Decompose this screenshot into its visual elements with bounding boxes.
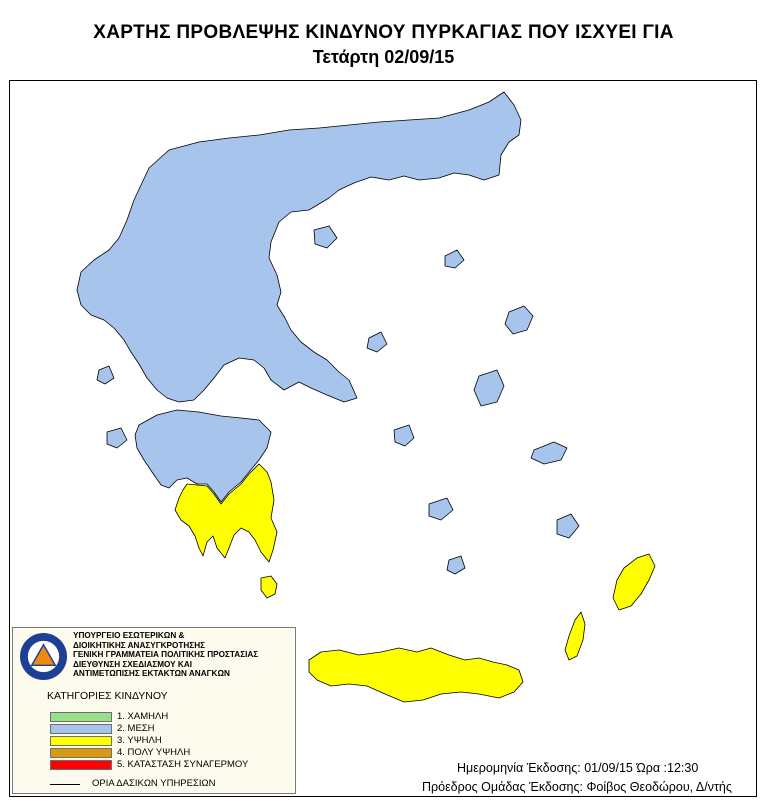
region-kythira bbox=[261, 576, 277, 598]
region-crete bbox=[309, 648, 523, 702]
legend-label-medium: 2. ΜΕΣΗ bbox=[117, 723, 155, 734]
swatch-alert bbox=[50, 760, 112, 770]
map-date: Τετάρτη 02/09/15 bbox=[312, 47, 455, 67]
region-karpathos bbox=[565, 612, 585, 660]
region-rhodes bbox=[613, 554, 655, 610]
civil-protection-logo-icon bbox=[19, 632, 68, 681]
swatch-low bbox=[50, 712, 112, 722]
swatch-high bbox=[50, 736, 112, 746]
region-mainland bbox=[77, 92, 521, 402]
ministry-line: ΥΠΟΥΡΓΕΙΟ ΕΣΩΤΕΡΙΚΩΝ & bbox=[73, 631, 185, 640]
ministry-line: ΓΕΝΙΚΗ ΓΡΑΜΜΑΤΕΙΑ ΠΟΛΙΤΙΚΗΣ ΠΡΟΣΤΑΣΙΑΣ bbox=[73, 650, 259, 660]
legend-label-low: 1. ΧΑΜΗΛΗ bbox=[117, 711, 169, 722]
legend-label-high: 3. ΥΨΗΛΗ bbox=[117, 735, 162, 746]
legend-label-alert: 5. ΚΑΤΑΣΤΑΣΗ ΣΥΝΑΓΕΡΜΟΥ bbox=[117, 759, 249, 770]
swatch-medium bbox=[50, 724, 112, 734]
map-title: ΧΑΡΤΗΣ ΠΡΟΒΛΕΨΗΣ ΚΙΝΔΥΝΟΥ ΠΥΡΚΑΓΙΑΣ ΠΟΥ ΙΣΧΥΕΙ ΓΙΑ bbox=[93, 22, 674, 43]
ministry-text bbox=[73, 631, 258, 679]
swatch-very-high bbox=[50, 748, 112, 758]
boundary-line-sample bbox=[50, 784, 80, 785]
map-legend bbox=[12, 627, 296, 794]
ministry-line: ΑΝΤΙΜΕΤΩΠΙΣΗΣ ΕΚΤΑΚΤΩΝ ΑΝΑΓΚΩΝ bbox=[73, 669, 230, 679]
boundary-label: ΟΡΙΑ ΔΑΣΙΚΩΝ ΥΠΗΡΕΣΙΩΝ bbox=[92, 778, 216, 789]
issue-date: Ημερομηνία Έκδοσης: 01/09/15 Ώρα :12:30 bbox=[457, 761, 699, 775]
ministry-line: ΔΙΟΙΚΗΤΙΚΗΣ ΑΝΑΣΥΓΚΡΟΤΗΣΗΣ bbox=[73, 640, 206, 650]
issuer-name: Πρόεδρος Ομάδας Έκδοσης: Φοίβος Θεοδώρου, Δ/ντής bbox=[422, 780, 732, 794]
ministry-line: ΔΙΕΥΘΥΝΣΗ ΣΧΕΔΙΑΣΜΟΥ ΚΑΙ bbox=[73, 659, 193, 669]
legend-label-very-high: 4. ΠΟΛΥ ΥΨΗΛΗ bbox=[117, 747, 191, 758]
risk-categories-title: ΚΑΤΗΓΟΡΙΕΣ ΚΙΝΔΥΝΟΥ bbox=[47, 690, 168, 702]
